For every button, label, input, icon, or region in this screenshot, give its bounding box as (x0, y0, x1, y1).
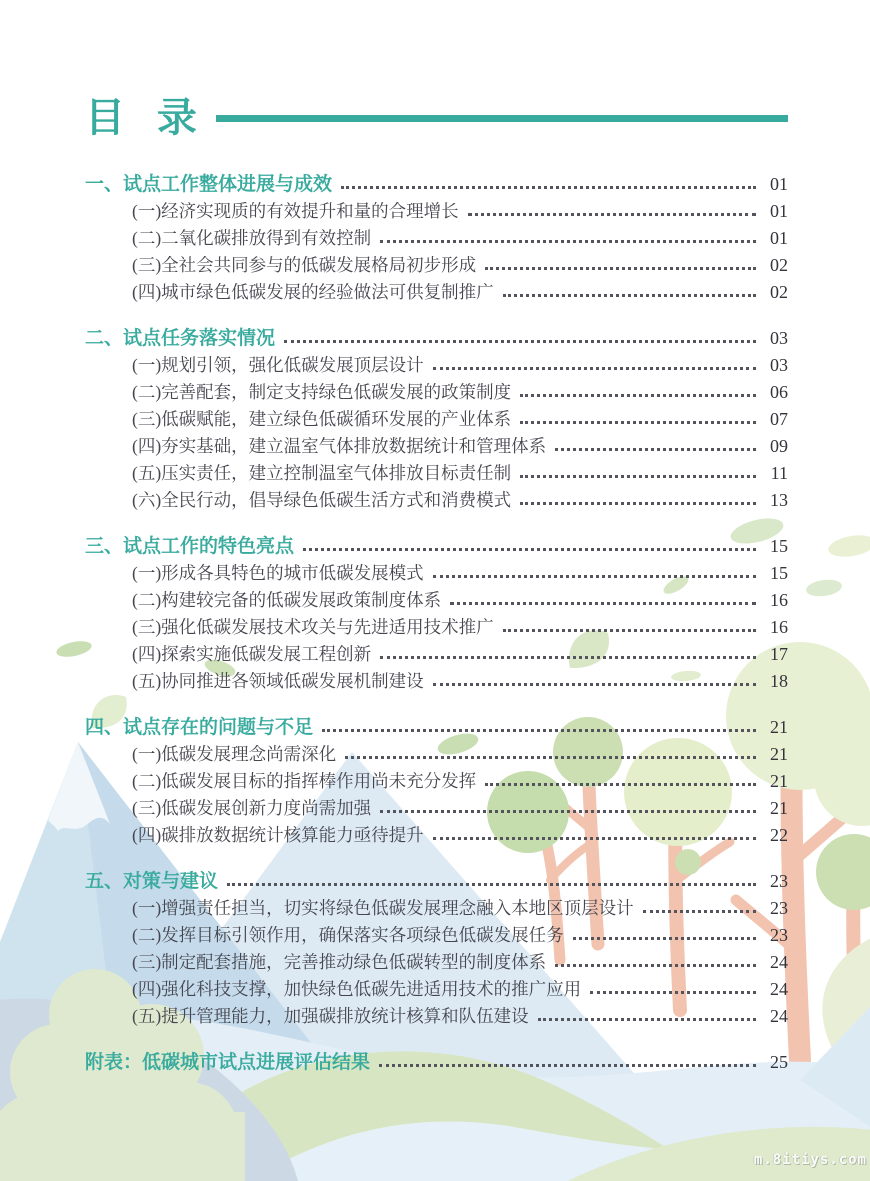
page-number: 22 (770, 825, 788, 845)
dotted-leader (520, 394, 756, 397)
page-number: 17 (770, 644, 788, 664)
dotted-leader (380, 810, 756, 813)
title-block (85, 92, 788, 144)
toc-item (85, 197, 788, 224)
dotted-leader (380, 656, 756, 659)
page-number: 23 (770, 871, 788, 891)
dotted-leader (433, 367, 756, 370)
toc-item (85, 821, 788, 848)
toc-item-label: (三)制定配套措施，完善推动绿色低碳转型的制度体系 (132, 952, 547, 972)
page-number: 16 (770, 617, 788, 637)
page-number: 21 (770, 744, 788, 764)
page-number: 15 (770, 536, 788, 556)
toc-item-label: (五)协同推进各领域低碳发展机制建设 (132, 671, 424, 691)
toc-item-label: (四)夯实基础，建立温室气体排放数据统计和管理体系 (132, 436, 547, 456)
toc-section-header-label: 四、试点存在的问题与不足 (85, 716, 314, 738)
toc-section-header (85, 867, 788, 894)
page-number: 21 (770, 771, 788, 791)
page-number: 01 (770, 174, 788, 194)
toc-item-label: (三)低碳赋能，建立绿色低碳循环发展的产业体系 (132, 409, 512, 429)
toc-item-label: (二)二氧化碳排放得到有效控制 (132, 228, 372, 248)
toc-section (85, 532, 788, 694)
toc-item (85, 278, 788, 305)
toc-item (85, 559, 788, 586)
toc-item (85, 767, 788, 794)
toc-item (85, 459, 788, 486)
page-number: 24 (770, 979, 788, 999)
dotted-leader (379, 1064, 756, 1067)
toc-item-label: (五)压实责任，建立控制温室气体排放目标责任制 (132, 463, 512, 483)
toc-item-label: (四)碳排放数据统计核算能力亟待提升 (132, 825, 424, 845)
page-number: 11 (770, 463, 788, 483)
dotted-leader (341, 186, 756, 189)
dotted-leader (555, 964, 756, 967)
toc-item-label: (六)全民行动，倡导绿色低碳生活方式和消费模式 (132, 490, 512, 510)
toc-section (85, 170, 788, 305)
toc-item-label: (三)全社会共同参与的低碳发展格局初步形成 (132, 255, 477, 275)
page-number: 18 (770, 671, 788, 691)
dotted-leader (485, 783, 756, 786)
toc-section-header (85, 324, 788, 351)
page-number: 13 (770, 490, 788, 510)
dotted-leader (485, 267, 756, 270)
page-number: 23 (770, 925, 788, 945)
toc-item-label: (二)发挥目标引领作用，确保落实各项绿色低碳发展任务 (132, 925, 564, 945)
toc-appendix-header-label: 附表：低碳城市试点进展评估结果 (85, 1051, 371, 1073)
toc-item (85, 1002, 788, 1029)
toc-item-label: (一)低碳发展理念尚需深化 (132, 744, 337, 764)
toc-item-label: (一)经济实现质的有效提升和量的合理增长 (132, 201, 459, 221)
page-number: 02 (770, 255, 788, 275)
toc-item (85, 794, 788, 821)
page-number: 25 (770, 1052, 788, 1072)
toc-section-header-label: 二、试点任务落实情况 (85, 327, 276, 349)
title-rule (216, 115, 788, 122)
dotted-leader (227, 883, 756, 886)
page-number: 02 (770, 282, 788, 302)
dotted-leader (573, 937, 756, 940)
dotted-leader (322, 729, 756, 732)
watermark: m.8itiys.com (753, 1152, 867, 1168)
dotted-leader (538, 1018, 756, 1021)
dotted-leader (303, 548, 756, 551)
page-number: 24 (770, 1006, 788, 1026)
dotted-leader (468, 213, 756, 216)
dotted-leader (503, 629, 756, 632)
page-number: 16 (770, 590, 788, 610)
toc-item (85, 894, 788, 921)
dotted-leader (520, 475, 756, 478)
toc-item-label: (五)提升管理能力，加强碳排放统计核算和队伍建设 (132, 1006, 529, 1026)
toc-item-label: (三)强化低碳发展技术攻关与先进适用技术推广 (132, 617, 494, 637)
toc-item-label: (二)构建较完备的低碳发展政策制度体系 (132, 590, 442, 610)
page-number: 24 (770, 952, 788, 972)
dotted-leader (380, 240, 756, 243)
toc-section-header-label: 一、试点工作整体进展与成效 (85, 173, 333, 195)
page-number: 21 (770, 717, 788, 737)
page-number: 23 (770, 898, 788, 918)
dotted-leader (520, 421, 756, 424)
toc-item (85, 251, 788, 278)
toc-item (85, 486, 788, 513)
toc-section-header-label: 三、试点工作的特色亮点 (85, 535, 295, 557)
toc-item (85, 921, 788, 948)
dotted-leader (433, 683, 756, 686)
page-number: 09 (770, 436, 788, 456)
toc (85, 170, 788, 1075)
toc-item-label: (四)强化科技支撑，加快绿色低碳先进适用技术的推广应用 (132, 979, 582, 999)
toc-item (85, 667, 788, 694)
toc-section (85, 324, 788, 513)
toc-item (85, 640, 788, 667)
toc-section (85, 867, 788, 1029)
toc-item-label: (二)完善配套，制定支持绿色低碳发展的政策制度 (132, 382, 512, 402)
page-number: 01 (770, 201, 788, 221)
toc-item-label: (四)探索实施低碳发展工程创新 (132, 644, 372, 664)
page-number: 01 (770, 228, 788, 248)
dotted-leader (450, 602, 756, 605)
dotted-leader (345, 756, 756, 759)
dotted-leader (643, 910, 756, 913)
page-number: 03 (770, 328, 788, 348)
page-number: 15 (770, 563, 788, 583)
toc-item (85, 224, 788, 251)
dotted-leader (433, 575, 756, 578)
toc-section-header (85, 170, 788, 197)
page-number: 21 (770, 798, 788, 818)
toc-section-header (85, 713, 788, 740)
dotted-leader (503, 294, 756, 297)
toc-section-header-label: 五、对策与建议 (85, 870, 219, 892)
dotted-leader (520, 502, 756, 505)
dotted-leader (590, 991, 756, 994)
toc-item (85, 432, 788, 459)
toc-item (85, 351, 788, 378)
toc-item (85, 378, 788, 405)
page-number: 06 (770, 382, 788, 402)
toc-item (85, 405, 788, 432)
toc-item-label: (四)城市绿色低碳发展的经验做法可供复制推广 (132, 282, 494, 302)
toc-item (85, 740, 788, 767)
toc-appendix-header (85, 1048, 788, 1075)
dotted-leader (284, 340, 756, 343)
toc-section (85, 713, 788, 848)
page-number: 07 (770, 409, 788, 429)
toc-item-label: (二)低碳发展目标的指挥棒作用尚未充分发挥 (132, 771, 477, 791)
toc-item-label: (三)低碳发展创新力度尚需加强 (132, 798, 372, 818)
dotted-leader (555, 448, 756, 451)
toc-item (85, 948, 788, 975)
page-number: 03 (770, 355, 788, 375)
toc-appendix (85, 1048, 788, 1075)
toc-item-label: (一)规划引领，强化低碳发展顶层设计 (132, 355, 424, 375)
toc-item-label: (一)增强责任担当，切实将绿色低碳发展理念融入本地区顶层设计 (132, 898, 634, 918)
toc-item (85, 975, 788, 1002)
toc-section-header (85, 532, 788, 559)
toc-item-label: (一)形成各具特色的城市低碳发展模式 (132, 563, 424, 583)
dotted-leader (433, 837, 756, 840)
toc-item (85, 586, 788, 613)
page-title: 目 录 (85, 95, 206, 141)
toc-item (85, 613, 788, 640)
